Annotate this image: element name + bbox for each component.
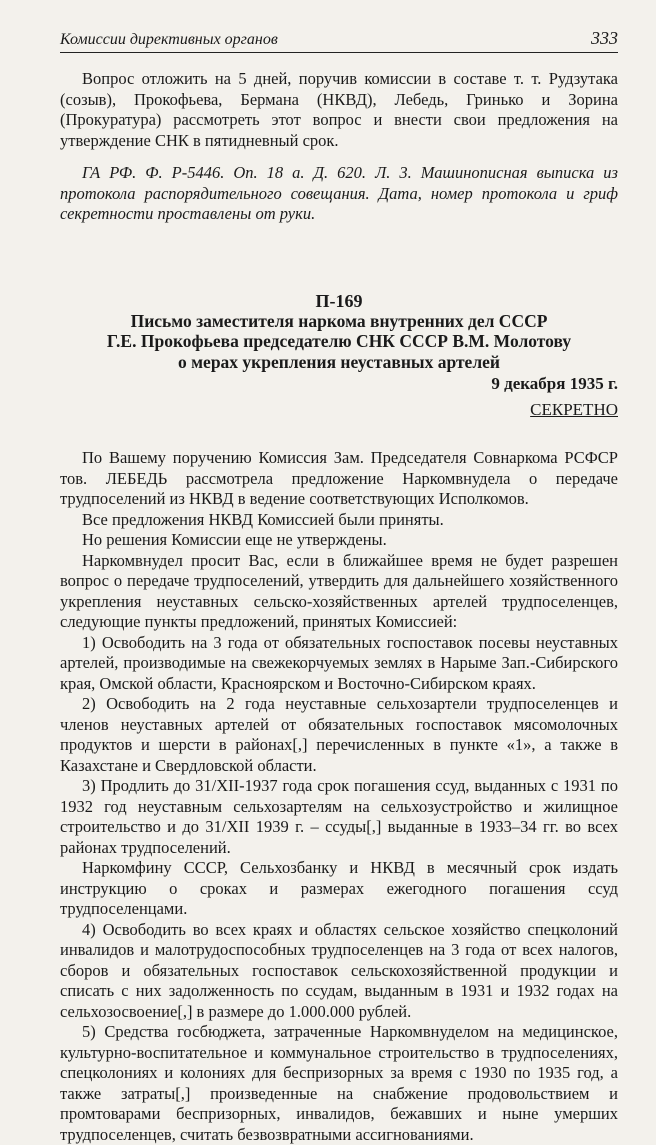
body-paragraph: Но решения Комиссии еще не утверждены. (82, 530, 387, 549)
running-title: Комиссии директивных органов (60, 31, 278, 48)
document-title (60, 311, 618, 373)
document-number: П-169 (315, 290, 363, 311)
body-paragraph: 1) Освободить на 3 года от обязательных госпоставок посевы неуставных артелей, производимые на свежекорчуемых землях в Нарыме Зап.-Сибирского края, Омской области, Красноярском и Восточно-Сибирском краях. (60, 632, 618, 693)
body-paragraph: По Вашему поручению Комиссия Зам. Председателя Совнаркома РСФСР тов. ЛЕБЕДЬ рассмотрела предложение Наркомвнудела о передаче трудпоселений из НКВД в ведение соответствующих Исполкомов. (60, 448, 618, 508)
document-date: 9 декабря 1935 г. (491, 374, 618, 393)
body-paragraph: 4) Освободить во всех краях и областях сельское хозяйство спецколоний инвалидов и малотрудоспособных трудпоселенцев на 3 года от всех налогов, сборов и обязательных госпоставок сельскохозяйственной продукции и списать с них задолженность по ссудам, выданным в 1931 и 1932 годах на сельхозосвоение[,] в размере до 1.000.000 рублей. (60, 919, 618, 1021)
body-paragraph: Наркомвнудел просит Вас, если в ближайшее время не будет разрешен вопрос о передаче трудпоселений, утвердить для дальнейшего хозяйственного укрепления неуставных сельско-хозяйственных артелей трудпоселенцев, следующие пункты предложений, принятых Комиссией: (60, 550, 618, 631)
document-title-line: Письмо заместителя наркома внутренних дел СССР (130, 310, 548, 331)
body-paragraph: Наркомфину СССР, Сельхозбанку и НКВД в месячный срок издать инструкцию о сроках и размерах ежегодного погашения ссуд трудпоселенцами. (60, 858, 618, 918)
body-paragraph: Все предложения НКВД Комиссией были приняты. (82, 509, 444, 529)
running-header (60, 28, 618, 53)
body-paragraph: 3) Продлить до 31/XII-1937 года срок погашения ссуд, выданных с 1931 по 1932 год неуставным сельхозартелям на сельхозустройство и жилищное строительство и до 31/XII 1939 г. – ссуды[,] выданные в 1933–34 гг. во всех районах трудпоселений. (60, 776, 618, 857)
archival-source-note: ГА РФ. Ф. Р-5446. Оп. 18 а. Д. 620. Л. 3. Машинописная выписка из протокола распорядительного совещания. Дата, номер протокола и гриф секретности проставлены от руки. (60, 163, 618, 223)
body-paragraph: 2) Освободить на 2 года неуставные сельхозартели трудпоселенцев и членов неуставных артелей от обязательных госпоставок мясомолочных продуктов и шерсти в районах[,] перечисленных в пункте «1», а также в Казахстане и Свердловской области. (60, 694, 618, 775)
page-number: 333 (591, 28, 618, 48)
classification-stamp: СЕКРЕТНО (530, 400, 618, 419)
letter-body (60, 448, 618, 1145)
document-title-line: Г.Е. Прокофьева председателю СНК СССР В.М. Молотову (106, 331, 572, 351)
document-title-line: о мерах укрепления неуставных артелей (178, 351, 500, 372)
top-paragraph: Вопрос отложить на 5 дней, поручив комиссии в составе т. т. Рудзутака (созыв), Прокофьева, Бермана (НКВД), Лебедь, Гринько и Зорина (Прокуратура) рассмотреть этот вопрос и внести свои предложения на утверждение СНК в пятидневный срок. (60, 69, 618, 150)
body-paragraph: 5) Средства госбюджета, затраченные Наркомвнуделом на медицинское, культурно-воспитательное и коммунальное строительство в трудпоселениях, спецколониях и колониях для беспризорных за время с 1930 по 1935 год, а также затраты[,] произведенные на снабжение продовольствием и промтоварами беспризорных, инвалидов, бежавших и ныне умерших трудпоселенцев, считать безвозвратными ассигнованиями. (60, 1022, 618, 1144)
